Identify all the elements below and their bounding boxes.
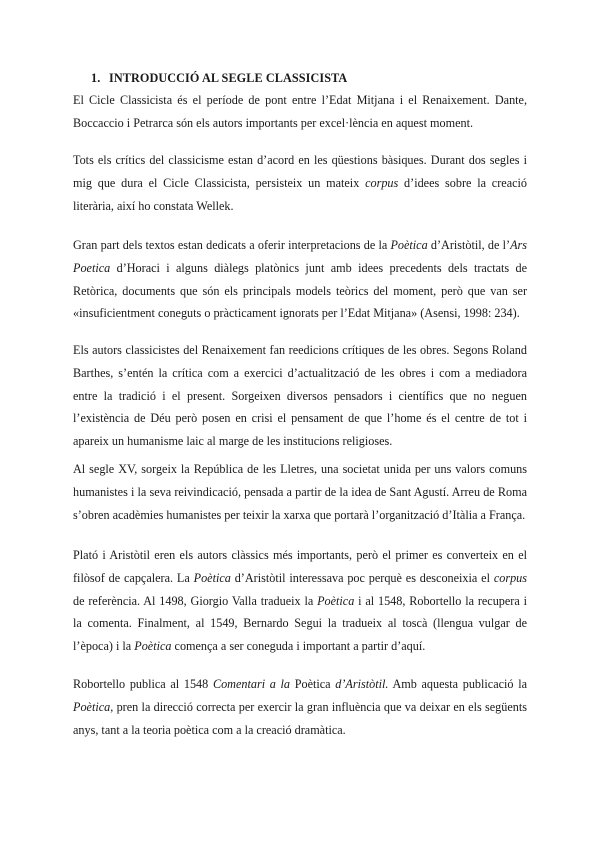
paragraph-1 <box>73 89 527 135</box>
italic-term: Poètica <box>134 639 172 654</box>
paragraph-2 <box>73 149 527 217</box>
paragraph-text: Robortello publica al 1548 <box>73 677 213 691</box>
paragraph-text: Els autors classicistes del Renaixement fan reedicions crítiques de les obres. Segons Roland Barthes, s’entén la crítica com a exercici d’actualització de les obres i com a mediadora entre la tradició i el present. Sorgeixen diversos pensadors i científics que no neguen l’existència de Déu però posen en crisi el pensament de que l’home és el centre de tot i apareix un humanisme laic al marge de les institucions religioses. <box>73 343 527 449</box>
paragraph-text: , pren la direcció correcta per exercir la gran influència que va deixar en els següents anys, tant a la teoria poètica com a la creació dramàtica. <box>73 699 527 737</box>
paragraph-5 <box>73 458 527 526</box>
paragraph-text: Poètica <box>290 677 336 691</box>
paragraph-text: Amb aquesta publicació la <box>388 677 527 691</box>
italic-term: Ars Poetica <box>73 238 528 275</box>
italic-term: d’Aristòtil. <box>335 677 389 691</box>
section-heading <box>91 69 347 87</box>
section-number: 1. <box>91 71 101 85</box>
paragraph-text: Al segle XV, sorgeix la República de les Lletres, una societat unida per uns valors comuns humanistes i la seva reivindicació, pensada a partir de la idea de Sant Agustí. Arreu de Roma s’obren acadèmies humanistes per teixir la xarxa que portarà l’organització d’Itàlia a França. <box>73 462 527 522</box>
paragraph-6 <box>73 544 527 658</box>
paragraph-text: Plató i Aristòtil eren els autors clàssics més importants, però el primer es converteix en el filòsof de capçalera. La <box>73 548 527 585</box>
paragraph-text: Gran part dels textos estan dedicats a oferir interpretacions de la <box>73 238 391 252</box>
paragraph-text: comença a ser coneguda i important a partir d’aquí. <box>171 639 426 654</box>
italic-term: Poètica <box>390 238 428 252</box>
paragraph-text: d’idees sobre la creació literària, així ho constata Wellek. <box>73 175 527 213</box>
paragraph-text: i al 1548, Robortello la recupera i la comenta. Finalment, al 1549, Bernardo Segui la tradueix al toscà (llengua vulgar de l’època) i la <box>73 593 527 654</box>
italic-term: corpus <box>493 570 528 585</box>
italic-term: Poètica <box>73 699 111 714</box>
italic-term: corpus <box>365 175 399 190</box>
section-title: INTRODUCCIÓ AL SEGLE CLASSICISTA <box>109 71 348 85</box>
paragraph-7 <box>73 673 527 741</box>
paragraph-text: Tots els crítics del classicisme estan d’acord en les qüestions bàsiques. Durant dos segles i mig que dura el Cicle Classicista, persisteix un mateix <box>73 153 527 190</box>
paragraph-text: El Cicle Classicista és el període de pont entre l’Edat Mitjana i el Renaixement. Dante, Boccaccio i Petrarca són els autors importants per excel·lència en aquest moment. <box>73 93 527 130</box>
paragraph-4 <box>73 339 527 453</box>
italic-term: Poètica <box>193 570 231 585</box>
paragraph-3 <box>73 234 527 325</box>
paragraph-text: d’Horaci i alguns diàlegs platònics junt amb idees precedents dels tractats de Retòrica, documents que són els principals models teòrics del moment, però que van ser «insuficientment coneguts o pràcticament ignorats per l’Edat Mitjana» (Asensi, 1998: 234). <box>73 260 527 321</box>
paragraph-text: d’Aristòtil interessava poc perquè es desconeixia el <box>230 570 494 585</box>
paragraph-text: d’Aristòtil, de l’ <box>427 238 511 252</box>
paragraph-text: de referència. Al 1498, Giorgio Valla tradueix la <box>73 593 318 608</box>
italic-term: Poètica <box>317 593 355 608</box>
italic-term: Comentari a la <box>212 677 291 691</box>
